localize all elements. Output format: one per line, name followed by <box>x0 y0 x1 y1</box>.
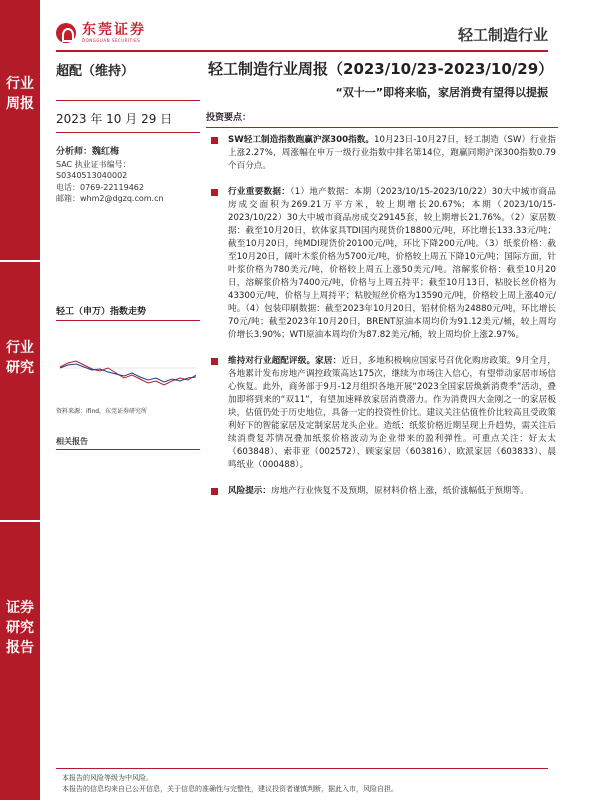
analyst-label: 分析师： <box>56 147 93 157</box>
sidebar-divider <box>0 260 40 262</box>
analyst-name: 魏红梅 <box>92 147 120 157</box>
footer-divider <box>56 768 548 769</box>
bullet-square-icon <box>211 189 218 196</box>
analyst-phone: 电话：0769-22119462 <box>56 182 144 192</box>
index-chart-series-1 <box>60 361 196 385</box>
index-chart-source: 资料来源：ifind，东莞证券研究所 <box>56 408 148 415</box>
sidebar-section-research: 行业研究 <box>6 340 34 376</box>
highlight-bold: 风险提示： <box>228 486 271 496</box>
bullet-square-icon <box>211 137 218 144</box>
logo-name: 东莞证券 <box>82 22 146 38</box>
related-reports-heading: 相关报告 <box>56 436 200 450</box>
bullet-square-icon <box>211 358 218 365</box>
footer-risk-level: 本报告的风险等级为中风险。 <box>62 774 153 782</box>
industry-tag: 轻工制造行业 <box>457 26 548 44</box>
investment-highlights-heading: 投资要点： <box>206 110 558 128</box>
index-chart <box>56 304 200 413</box>
analyst-cert-label: SAC 执业证书编号： <box>56 159 131 169</box>
date-divider <box>56 132 200 133</box>
highlight-rating <box>208 355 556 472</box>
analyst-email: 邮箱：whm2@dgzq.com.cn <box>56 194 164 203</box>
highlight-text: 10月23日-10月27日，轻工制造（SW）行业指上涨2.27%，周涨幅在申万一级行业指数中排名第14位，跑赢同期沪深300指数0.79个百分点。 <box>228 135 557 171</box>
logo-mark-icon <box>56 23 76 43</box>
rating: 超配（维持） <box>56 64 135 79</box>
bullet-square-icon <box>211 488 218 495</box>
highlight-risk <box>208 485 556 498</box>
report-title: 轻工制造行业周报（2023/10/23-2023/10/29） <box>208 60 554 78</box>
highlight-index-performance <box>208 134 556 173</box>
index-chart-plot <box>56 323 200 413</box>
highlight-text: 房地产行业恢复不及预期，原材料价格上涨，纸价涨幅低于预期等。 <box>270 486 529 496</box>
highlight-bold: SW轻工制造指数跑赢沪深300指数。 <box>228 135 375 145</box>
report-date: 2023 年 10 月 29 日 <box>56 112 173 126</box>
highlight-industry-data <box>208 186 556 342</box>
report-subtitle: “双十一”即将来临，家居消费有望得以提振 <box>335 86 548 99</box>
sidebar-divider <box>0 520 40 522</box>
sidebar-section-securities-report: 证券研究报告 <box>6 600 34 656</box>
rating-divider <box>56 100 200 101</box>
sidebar <box>0 0 40 800</box>
footer-source-note: 本报告的信息均来自已公开信息，关于信息的准确性与完整性，建议投资者谨慎判断，据此入市，风险自担。 <box>62 785 398 793</box>
sidebar-section-weekly: 行业周报 <box>6 76 34 112</box>
analyst-info <box>56 146 164 205</box>
logo-subtitle: DONGGUAN SECURITIES <box>82 38 141 43</box>
header-divider <box>56 50 548 52</box>
index-chart-title: 轻工（申万）指数走势 <box>56 304 200 321</box>
footer-disclaimer <box>62 773 542 795</box>
company-logo <box>56 22 146 43</box>
analyst-cert: S0340513040002 <box>56 171 128 180</box>
highlight-text: 近日，多地积极响应国家号召优化购房政策。9月全月，各地累计发布房地产调控政策高达175次，继续为市场注入信心，有望带动家居市场信心恢复。此外，商务部于9月-12月组织各地开展“2023全国家居焕新消费季”活动，叠加即将到来的“双11”，有望加速释放家居消费潜力。作为消费四大金刚之一的家居板块，估值仍处于历史地位，具备一定的投资性价比。建议关注估值性价比较高且受政策利好下的智能家居及定制家居龙头企业。造纸：纸浆价格近期呈现上升趋势，需关注后续消费复苏情况叠加纸浆价格波动为企业带来的盈利弹性。可重点关注：好太太（603848）、索菲亚（002572）、顾家家居（603816）、欧派家居（603833）、晨鸣纸业（000488）。 <box>228 356 556 470</box>
highlight-bold: 行业重要数据： <box>228 187 291 197</box>
investment-highlights <box>208 134 556 511</box>
highlight-text: （1）地产数据：本期（2023/10/15-2023/10/22）30大中城市商品房成交面积为269.21万平方米，较上期增长20.67%；本期（2023/10/15-2023/10/22）30大中城市商品房成交29145套，较上期增长21.76%。（2）家居数据：截至10月20日，软体家具TDI国内现货价18800元/吨，环比增长133.33元/吨；截至10月20日，纯MDI现货价20100元/吨，环比下降200元/吨。（3）纸浆价格：截至10月20日，阔叶木浆价格为5700元/吨，价格较上周五下降10元/吨；国际方面，针叶浆价格为780美元/吨，价格较上周五上涨50美元/吨。溶解浆价格：截至10月20日，溶解浆价格为7400元/吨，价格与上周五持平；截至10月13日，粘胶长丝价格为43300元/吨，价格与上周持平；粘胶短丝价格为13590元/吨，价格较上周上涨40元/吨。（4）包装印刷数据：截至2023年10月20日，铝材价格为24880元/吨，环比增长70元/吨；截至2023年10月20日，BRENT原油本周均价为91.12美元/桶，较上周均价增长3.90%；WTI原油本周均价为87.82美元/桶，较上周均价上涨2.97%。 <box>228 187 556 340</box>
highlight-bold: 维持对行业超配评级。家居： <box>228 356 342 366</box>
